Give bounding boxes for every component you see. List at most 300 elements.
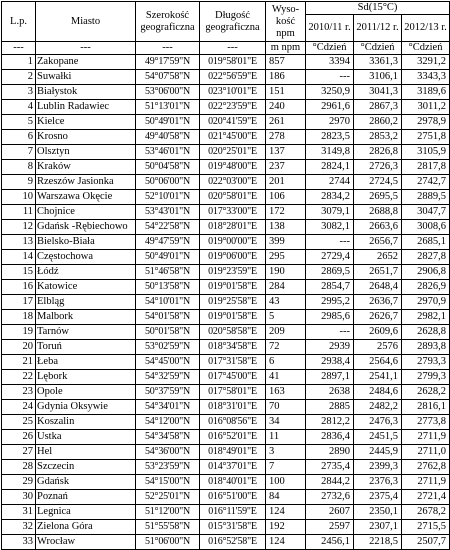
cell-latitude: 53°23'59"N [136, 460, 200, 475]
cell-city: Malbork [36, 310, 136, 325]
cell-latitude: 50°06'00"N [136, 175, 200, 190]
cell-lp: 28 [2, 460, 36, 475]
table-row [2, 265, 450, 280]
cell-sd-2011-12: 2663,6 [354, 220, 402, 235]
table-row [2, 130, 450, 145]
cell-city: Poznań [36, 490, 136, 505]
cell-lp: 21 [2, 355, 36, 370]
cell-sd-2010-11: 2824,1 [306, 160, 354, 175]
cell-sd-2010-11: 3082,1 [306, 220, 354, 235]
degree-days-table-sheet [1, 1, 449, 550]
unit-year-2011-12: °Cdzień [354, 42, 402, 55]
table-row [2, 385, 450, 400]
cell-altitude: 34 [266, 415, 306, 430]
cell-lp: 27 [2, 445, 36, 460]
cell-lp: 5 [2, 115, 36, 130]
cell-sd-2012-13: 2711,0 [402, 445, 450, 460]
cell-sd-2012-13: 2827,8 [402, 250, 450, 265]
cell-lp: 7 [2, 145, 36, 160]
table-row [2, 415, 450, 430]
cell-lp: 11 [2, 205, 36, 220]
cell-sd-2011-12: 2651,7 [354, 265, 402, 280]
cell-latitude: 50°49'01"N [136, 115, 200, 130]
table-row [2, 280, 450, 295]
cell-sd-2010-11: 2970 [306, 115, 354, 130]
cell-city: Elbląg [36, 295, 136, 310]
cell-sd-2012-13: 2978,9 [402, 115, 450, 130]
cell-sd-2011-12: 2576 [354, 340, 402, 355]
cell-city: Olsztyn [36, 145, 136, 160]
unit-latitude: --- [136, 42, 200, 55]
cell-lp: 12 [2, 220, 36, 235]
cell-sd-2011-12: 2656,7 [354, 235, 402, 250]
cell-altitude: 5 [266, 310, 306, 325]
table-row [2, 70, 450, 85]
cell-city: Szczecin [36, 460, 136, 475]
cell-lp: 22 [2, 370, 36, 385]
cell-sd-2012-13: 2628,2 [402, 385, 450, 400]
cell-sd-2012-13: 2982,1 [402, 310, 450, 325]
cell-sd-2012-13: 2817,8 [402, 160, 450, 175]
cell-altitude: 124 [266, 505, 306, 520]
cell-lp: 23 [2, 385, 36, 400]
unit-longitude: --- [200, 42, 266, 55]
cell-city: Krosno [36, 130, 136, 145]
cell-city: Toruń [36, 340, 136, 355]
cell-altitude: 124 [266, 535, 306, 550]
cell-sd-2010-11: 2638 [306, 385, 354, 400]
cell-sd-2011-12: 2541,1 [354, 370, 402, 385]
cell-sd-2012-13: 2826,9 [402, 280, 450, 295]
cell-sd-2012-13: 3343,3 [402, 70, 450, 85]
cell-city: Wrocław [36, 535, 136, 550]
cell-city: Częstochowa [36, 250, 136, 265]
cell-lp: 8 [2, 160, 36, 175]
cell-city: Koszalin [36, 415, 136, 430]
cell-longitude: 022°56'59"E [200, 70, 266, 85]
cell-lp: 17 [2, 295, 36, 310]
cell-altitude: 261 [266, 115, 306, 130]
cell-latitude: 51°06'00"N [136, 535, 200, 550]
cell-altitude: 11 [266, 430, 306, 445]
header-year-2012-13: 2012/13 r. [402, 15, 450, 42]
table-row [2, 205, 450, 220]
cell-latitude: 54°01'58"N [136, 310, 200, 325]
table-row [2, 445, 450, 460]
header-sd-group: Sd(15°C) [306, 2, 450, 15]
cell-longitude: 016°51'00"E [200, 490, 266, 505]
cell-sd-2011-12: 2476,3 [354, 415, 402, 430]
cell-altitude: 6 [266, 355, 306, 370]
cell-latitude: 50°37'59"N [136, 385, 200, 400]
table-row [2, 115, 450, 130]
cell-latitude: 54°15'00"N [136, 475, 200, 490]
cell-longitude: 023°10'01"E [200, 85, 266, 100]
table-body [2, 55, 450, 550]
header-latitude: Szerokość geograficzna [136, 2, 200, 42]
cell-sd-2011-12: 2853,2 [354, 130, 402, 145]
cell-city: Warszawa Okęcie [36, 190, 136, 205]
cell-latitude: 50°13'58"N [136, 280, 200, 295]
cell-longitude: 019°58'01"E [200, 55, 266, 70]
cell-altitude: 240 [266, 100, 306, 115]
unit-city: --- [36, 42, 136, 55]
cell-altitude: 201 [266, 175, 306, 190]
table-row [2, 100, 450, 115]
cell-sd-2012-13: 3105,9 [402, 145, 450, 160]
cell-city: Kraków [36, 160, 136, 175]
cell-sd-2011-12: 2688,8 [354, 205, 402, 220]
cell-sd-2010-11: 2607 [306, 505, 354, 520]
cell-sd-2012-13: 2893,8 [402, 340, 450, 355]
table-row [2, 460, 450, 475]
cell-sd-2011-12: 2695,5 [354, 190, 402, 205]
cell-altitude: 151 [266, 85, 306, 100]
cell-latitude: 54°36'00"N [136, 445, 200, 460]
table-row [2, 220, 450, 235]
cell-sd-2011-12: 2626,7 [354, 310, 402, 325]
cell-sd-2012-13: 2711,9 [402, 475, 450, 490]
cell-sd-2012-13: 2721,4 [402, 490, 450, 505]
table-row [2, 175, 450, 190]
cell-sd-2012-13: 2970,9 [402, 295, 450, 310]
cell-longitude: 017°33'00"E [200, 205, 266, 220]
cell-latitude: 53°46'01"N [136, 145, 200, 160]
cell-sd-2010-11: 2939 [306, 340, 354, 355]
cell-latitude: 53°43'01"N [136, 205, 200, 220]
cell-longitude: 018°40'01"E [200, 475, 266, 490]
cell-sd-2010-11: 2834,2 [306, 190, 354, 205]
cell-lp: 18 [2, 310, 36, 325]
cell-latitude: 50°01'58"N [136, 325, 200, 340]
cell-sd-2011-12: 2867,3 [354, 100, 402, 115]
cell-city: Zielona Góra [36, 520, 136, 535]
cell-sd-2010-11: 3394 [306, 55, 354, 70]
cell-longitude: 015°31'58"E [200, 520, 266, 535]
cell-sd-2012-13: 2742,7 [402, 175, 450, 190]
table-row [2, 310, 450, 325]
cell-sd-2011-12: 2376,3 [354, 475, 402, 490]
cell-sd-2011-12: 2375,4 [354, 490, 402, 505]
degree-days-table [1, 1, 450, 550]
cell-city: Hel [36, 445, 136, 460]
cell-lp: 29 [2, 475, 36, 490]
cell-sd-2012-13: 3047,7 [402, 205, 450, 220]
cell-longitude: 017°58'01"E [200, 385, 266, 400]
cell-sd-2012-13: 2816,1 [402, 400, 450, 415]
cell-sd-2010-11: 2938,4 [306, 355, 354, 370]
cell-longitude: 019°48'00"E [200, 160, 266, 175]
cell-city: Łeba [36, 355, 136, 370]
header-longitude: Długość geograficzna [200, 2, 266, 42]
cell-longitude: 019°01'58"E [200, 280, 266, 295]
cell-sd-2010-11: 2885 [306, 400, 354, 415]
cell-sd-2011-12: 2724,5 [354, 175, 402, 190]
cell-city: Białystok [36, 85, 136, 100]
cell-sd-2012-13: 3291,2 [402, 55, 450, 70]
cell-city: Łódź [36, 265, 136, 280]
cell-sd-2010-11: 2995,2 [306, 295, 354, 310]
cell-sd-2010-11: 2823,5 [306, 130, 354, 145]
cell-lp: 16 [2, 280, 36, 295]
cell-sd-2011-12: 2652 [354, 250, 402, 265]
table-row [2, 235, 450, 250]
cell-altitude: 278 [266, 130, 306, 145]
table-row [2, 505, 450, 520]
cell-lp: 4 [2, 100, 36, 115]
cell-longitude: 020°25'01"E [200, 145, 266, 160]
cell-longitude: 018°49'01"E [200, 445, 266, 460]
cell-lp: 1 [2, 55, 36, 70]
cell-city: Bielsko-Biała [36, 235, 136, 250]
cell-longitude: 018°34'58"E [200, 340, 266, 355]
cell-sd-2011-12: 2860,2 [354, 115, 402, 130]
table-row [2, 250, 450, 265]
cell-sd-2012-13: 3189,6 [402, 85, 450, 100]
cell-sd-2011-12: 2482,2 [354, 400, 402, 415]
cell-city: Gdynia Oksywie [36, 400, 136, 415]
cell-sd-2010-11: 2897,1 [306, 370, 354, 385]
cell-longitude: 020°58'58"E [200, 325, 266, 340]
cell-sd-2012-13: 2715,5 [402, 520, 450, 535]
cell-sd-2011-12: 2636,7 [354, 295, 402, 310]
cell-altitude: 163 [266, 385, 306, 400]
table-row [2, 55, 450, 70]
cell-sd-2011-12: 3361,3 [354, 55, 402, 70]
cell-sd-2010-11: 2890 [306, 445, 354, 460]
cell-longitude: 018°31'01"E [200, 400, 266, 415]
cell-altitude: 190 [266, 265, 306, 280]
cell-altitude: 295 [266, 250, 306, 265]
cell-altitude: 41 [266, 370, 306, 385]
cell-sd-2011-12: 3041,3 [354, 85, 402, 100]
cell-longitude: 022°23'59"E [200, 100, 266, 115]
cell-latitude: 54°32'59"N [136, 370, 200, 385]
cell-altitude: 72 [266, 340, 306, 355]
cell-longitude: 017°31'58"E [200, 355, 266, 370]
cell-lp: 26 [2, 430, 36, 445]
cell-latitude: 52°10'01"N [136, 190, 200, 205]
cell-sd-2010-11: 2869,5 [306, 265, 354, 280]
table-row [2, 355, 450, 370]
cell-lp: 20 [2, 340, 36, 355]
cell-sd-2011-12: 2609,6 [354, 325, 402, 340]
cell-sd-2011-12: 3106,1 [354, 70, 402, 85]
cell-latitude: 50°49'01"N [136, 250, 200, 265]
cell-sd-2012-13: 2685,1 [402, 235, 450, 250]
unit-altitude: m npm [266, 42, 306, 55]
cell-longitude: 016°11'59"E [200, 505, 266, 520]
cell-sd-2010-11: 2744 [306, 175, 354, 190]
cell-lp: 3 [2, 85, 36, 100]
cell-lp: 9 [2, 175, 36, 190]
cell-sd-2012-13: 3011,2 [402, 100, 450, 115]
cell-lp: 13 [2, 235, 36, 250]
table-row [2, 520, 450, 535]
cell-altitude: 209 [266, 325, 306, 340]
cell-lp: 2 [2, 70, 36, 85]
cell-latitude: 53°02'59"N [136, 340, 200, 355]
cell-longitude: 022°03'00"E [200, 175, 266, 190]
cell-latitude: 51°46'58"N [136, 265, 200, 280]
cell-latitude: 51°55'58"N [136, 520, 200, 535]
cell-sd-2012-13: 2799,3 [402, 370, 450, 385]
cell-latitude: 54°12'00"N [136, 415, 200, 430]
cell-sd-2012-13: 2906,8 [402, 265, 450, 280]
table-row [2, 340, 450, 355]
cell-sd-2010-11: --- [306, 235, 354, 250]
cell-longitude: 018°28'01"E [200, 220, 266, 235]
cell-latitude: 52°25'01"N [136, 490, 200, 505]
cell-latitude: 54°34'01"N [136, 400, 200, 415]
cell-longitude: 020°58'01"E [200, 190, 266, 205]
cell-longitude: 019°25'58"E [200, 295, 266, 310]
cell-longitude: 021°45'00"E [200, 130, 266, 145]
cell-lp: 6 [2, 130, 36, 145]
cell-sd-2011-12: 2484,6 [354, 385, 402, 400]
table-row [2, 85, 450, 100]
cell-latitude: 49°40'58"N [136, 130, 200, 145]
cell-altitude: 172 [266, 205, 306, 220]
cell-sd-2010-11: 2961,6 [306, 100, 354, 115]
cell-latitude: 51°13'01"N [136, 100, 200, 115]
cell-latitude: 53°06'00"N [136, 85, 200, 100]
cell-longitude: 014°37'01"E [200, 460, 266, 475]
cell-longitude: 019°01'58"E [200, 310, 266, 325]
cell-sd-2011-12: 2445,9 [354, 445, 402, 460]
unit-year-2012-13: °Cdzień [402, 42, 450, 55]
cell-sd-2010-11: --- [306, 325, 354, 340]
cell-lp: 24 [2, 400, 36, 415]
cell-sd-2010-11: 2729,4 [306, 250, 354, 265]
cell-sd-2010-11: --- [306, 70, 354, 85]
cell-sd-2010-11: 2735,4 [306, 460, 354, 475]
cell-city: Legnica [36, 505, 136, 520]
cell-longitude: 016°52'58"E [200, 535, 266, 550]
cell-sd-2011-12: 2648,4 [354, 280, 402, 295]
cell-sd-2012-13: 2711,9 [402, 430, 450, 445]
cell-sd-2012-13: 2628,8 [402, 325, 450, 340]
cell-sd-2011-12: 2350,1 [354, 505, 402, 520]
cell-latitude: 49°47'59"N [136, 235, 200, 250]
cell-altitude: 186 [266, 70, 306, 85]
cell-sd-2012-13: 2507,7 [402, 535, 450, 550]
table-row [2, 190, 450, 205]
cell-lp: 30 [2, 490, 36, 505]
table-row [2, 535, 450, 550]
cell-altitude: 43 [266, 295, 306, 310]
cell-sd-2010-11: 2854,7 [306, 280, 354, 295]
cell-lp: 31 [2, 505, 36, 520]
cell-city: Chojnice [36, 205, 136, 220]
cell-longitude: 020°41'59"E [200, 115, 266, 130]
cell-sd-2012-13: 2889,5 [402, 190, 450, 205]
cell-longitude: 016°52'01"E [200, 430, 266, 445]
table-row [2, 325, 450, 340]
table-row [2, 400, 450, 415]
cell-altitude: 137 [266, 145, 306, 160]
cell-altitude: 84 [266, 490, 306, 505]
cell-sd-2011-12: 2218,5 [354, 535, 402, 550]
cell-longitude: 019°00'00"E [200, 235, 266, 250]
table-row [2, 145, 450, 160]
cell-sd-2011-12: 2564,6 [354, 355, 402, 370]
cell-sd-2012-13: 2762,8 [402, 460, 450, 475]
cell-sd-2011-12: 2399,3 [354, 460, 402, 475]
cell-sd-2010-11: 3149,8 [306, 145, 354, 160]
cell-sd-2010-11: 2812,2 [306, 415, 354, 430]
cell-city: Ustka [36, 430, 136, 445]
cell-latitude: 54°10'01"N [136, 295, 200, 310]
cell-latitude: 50°04'58"N [136, 160, 200, 175]
header-year-2010-11: 2010/11 r. [306, 15, 354, 42]
cell-sd-2012-13: 2793,3 [402, 355, 450, 370]
cell-altitude: 7 [266, 460, 306, 475]
cell-latitude: 54°22'58"N [136, 220, 200, 235]
cell-city: Lublin Radawiec [36, 100, 136, 115]
cell-sd-2010-11: 2456,1 [306, 535, 354, 550]
cell-altitude: 100 [266, 475, 306, 490]
cell-longitude: 016°08'56"E [200, 415, 266, 430]
cell-latitude: 54°34'58"N [136, 430, 200, 445]
cell-lp: 14 [2, 250, 36, 265]
cell-city: Gdańsk [36, 475, 136, 490]
cell-sd-2010-11: 3250,9 [306, 85, 354, 100]
cell-sd-2011-12: 2451,5 [354, 430, 402, 445]
cell-lp: 33 [2, 535, 36, 550]
cell-sd-2012-13: 2751,8 [402, 130, 450, 145]
cell-altitude: 192 [266, 520, 306, 535]
cell-sd-2010-11: 2985,6 [306, 310, 354, 325]
cell-city: Katowice [36, 280, 136, 295]
cell-sd-2010-11: 3079,1 [306, 205, 354, 220]
table-row [2, 295, 450, 310]
cell-city: Lębork [36, 370, 136, 385]
table-row [2, 475, 450, 490]
table-row [2, 370, 450, 385]
cell-latitude: 54°07'58"N [136, 70, 200, 85]
table-row [2, 430, 450, 445]
cell-sd-2012-13: 2678,2 [402, 505, 450, 520]
cell-city: Gdańsk -Rębiechowo [36, 220, 136, 235]
cell-longitude: 019°23'59"E [200, 265, 266, 280]
cell-city: Suwałki [36, 70, 136, 85]
cell-sd-2010-11: 2732,6 [306, 490, 354, 505]
cell-longitude: 019°06'00"E [200, 250, 266, 265]
cell-altitude: 857 [266, 55, 306, 70]
cell-lp: 10 [2, 190, 36, 205]
header-year-2011-12: 2011/12 r. [354, 15, 402, 42]
cell-longitude: 017°45'00"E [200, 370, 266, 385]
header-lp: L.p. [2, 2, 36, 42]
cell-sd-2012-13: 2773,8 [402, 415, 450, 430]
header-city: Miasto [36, 2, 136, 42]
cell-lp: 19 [2, 325, 36, 340]
cell-altitude: 138 [266, 220, 306, 235]
cell-city: Rzeszów Jasionka [36, 175, 136, 190]
cell-sd-2011-12: 2307,1 [354, 520, 402, 535]
cell-sd-2010-11: 2844,2 [306, 475, 354, 490]
cell-sd-2012-13: 3008,6 [402, 220, 450, 235]
cell-city: Zakopane [36, 55, 136, 70]
cell-sd-2010-11: 2836,4 [306, 430, 354, 445]
cell-altitude: 106 [266, 190, 306, 205]
cell-sd-2011-12: 2826,8 [354, 145, 402, 160]
unit-year-2010-11: °Cdzień [306, 42, 354, 55]
cell-altitude: 237 [266, 160, 306, 175]
cell-altitude: 399 [266, 235, 306, 250]
unit-lp: --- [2, 42, 36, 55]
